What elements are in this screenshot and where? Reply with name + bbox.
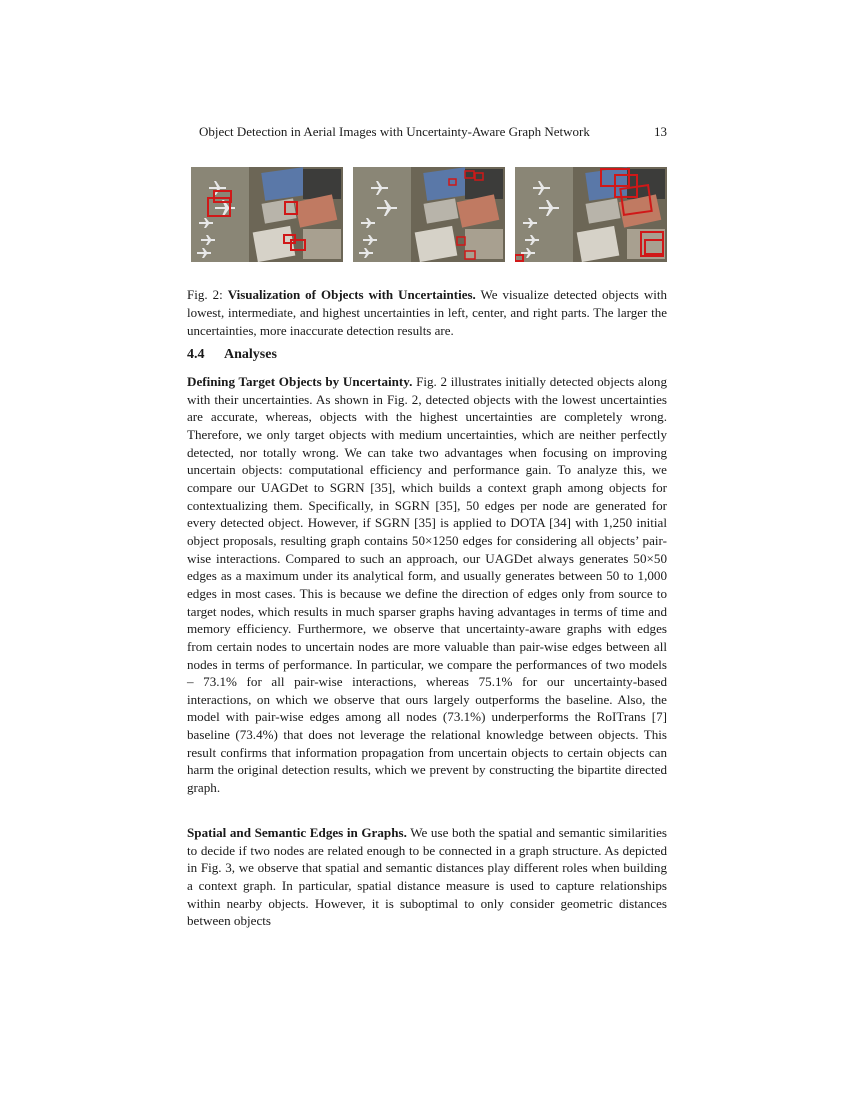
running-title: Object Detection in Aerial Images with Uncertainty-Aware Graph Network [199,124,590,139]
figure-panel-highest [515,167,667,262]
aerial-image-lowest [191,167,343,262]
paragraph-spatial-semantic-edges [187,824,667,930]
aerial-image-highest [515,167,667,262]
caption-title: Visualization of Objects with Uncertainties. [227,287,476,302]
figure-panel-intermediate [353,167,505,262]
paragraph-target-objects [187,373,667,797]
caption-text: We visualize detected objects with lowest, intermediate, and highest uncertainties in left, center, and right parts. The larger the uncertainties, more inaccurate detection results are. [187,287,667,338]
section-title: Analyses [224,347,277,362]
caption-prefix: Fig. 2: [187,287,228,302]
aerial-image-intermediate [353,167,505,262]
paragraph-text: We use both the spatial and semantic similarities to decide if two nodes are related enough to be connected in a graph structure. As depicted in Fig. 3, we observe that spatial and semantic distances play different roles when building a context graph. In particular, spatial distance measure is used to capture relationships within nearby objects. However, it is suboptimal to only consider geometric distances between objects [187,825,667,929]
figure-caption [187,286,667,340]
section-number: 4.4 [187,347,205,362]
paragraph-heading: Spatial and Semantic Edges in Graphs. [187,825,407,840]
paragraph-heading: Defining Target Objects by Uncertainty. [187,374,413,389]
page-number: 13 [654,124,667,139]
page-header [187,124,667,144]
figure-2 [191,167,667,262]
paragraph-text: Fig. 2 illustrates initially detected objects along with their uncertainties. As shown in Fig. 2, detected objects with the lowest uncertainties are accurate, whereas, objects with the highest uncertainties are completely wrong. Therefore, we only target objects with medium uncertainties, which are neither perfectly detected, nor totally wrong. We can take two advantages when focusing on improving uncertain objects: computational efficiency and performance gain. To analyze this, we compare our UAGDet to SGRN [35], which builds a context graph among objects for contextualizing them. Specifically, in SGRN [35], 50 edges per node are generated for every detected object. However, if SGRN [35] is applied to DOTA [34] with 1,250 initial object proposals, resulting graph contains 50×1250 edges for considering all objects’ pair-wise interactions. Compared to such an approach, our UAGDet always generates 50×50 edges as a maximum under its analytical form, and usually generates between 50 to 1,000 edges in most cases. This is because we define the direction of edges only from source to target nodes, which results in much sparser graphs having advantages in terms of time and memory efficiency. Furthermore, we observe that uncertainty-aware graphs with edges from certain nodes to uncertain nodes are more valuable than pair-wise edges between all nodes in terms of performance. In particular, we compare the performances of two models – 73.1% for all pair-wise interactions, whereas 75.1% for our uncertainty-based interactions, on which we observe that ours largely outperforms the baseline. Also, the model with pair-wise edges among all nodes (73.1%) underperforms the RoITrans [7] baseline (73.4%) that does not leverage the relational knowledge between objects. This result confirms that information propagation from uncertain objects to certain objects can harm the original detection results, which we prevent by constructing the bipartite directed graph. [187,374,667,796]
figure-panel-lowest [191,167,343,262]
section-heading [187,347,667,363]
